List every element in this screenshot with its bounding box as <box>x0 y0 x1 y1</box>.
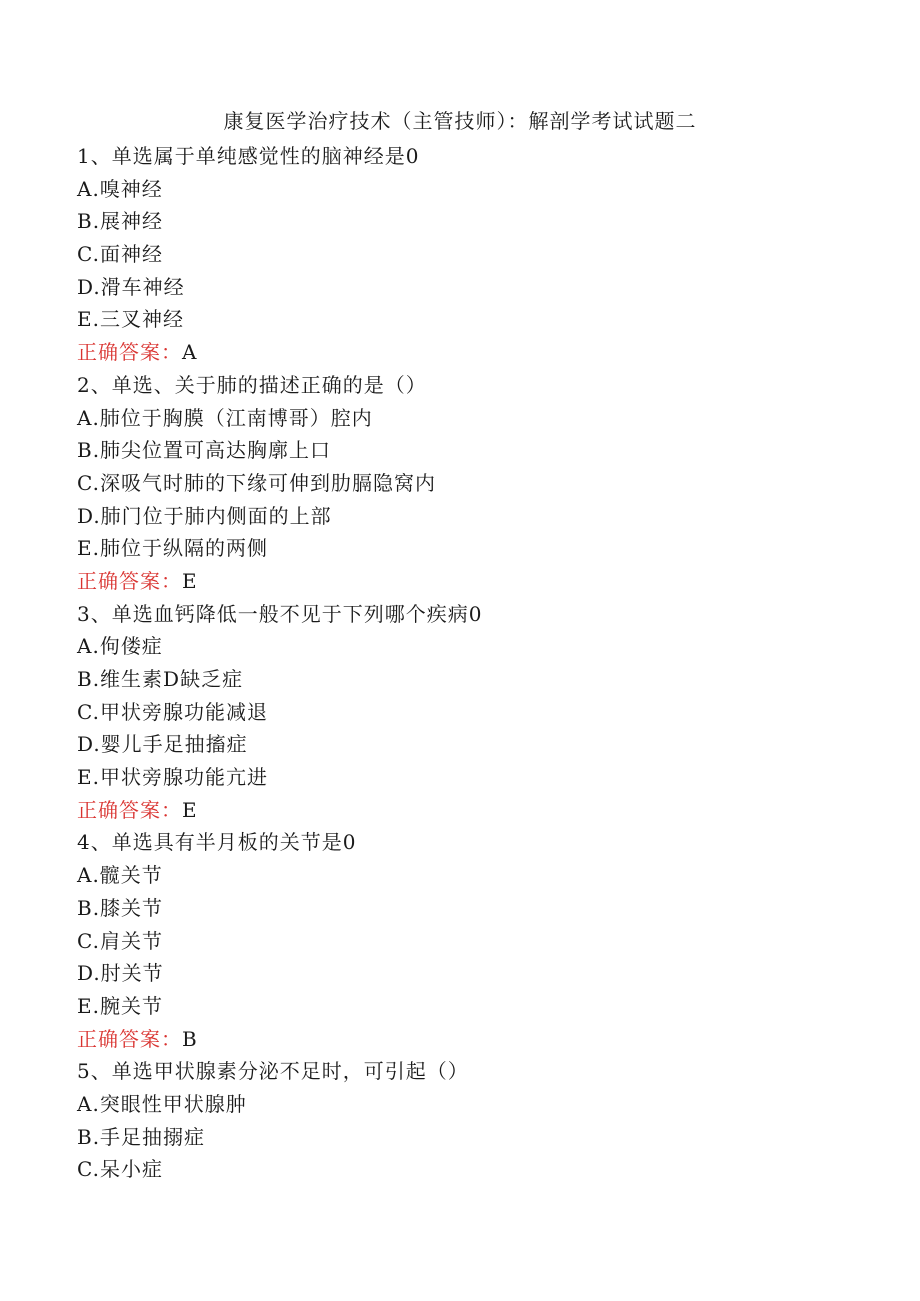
option-d: D.肘关节 <box>77 961 164 986</box>
option-c: C.深吸气时肺的下缘可伸到肋膈隐窝内 <box>77 470 436 495</box>
question-stem: 3、单选血钙降低一般不见于下列哪个疾病0 <box>77 601 483 626</box>
answer-value: A <box>182 340 198 365</box>
option-b: B.维生素D缺乏症 <box>77 667 244 691</box>
question-stem: 5、单选甲状腺素分泌不足时，可引起（） <box>77 1059 469 1084</box>
option-d: D.婴儿手足抽搐症 <box>77 732 248 757</box>
answer-line <box>77 565 877 598</box>
answer-value: B <box>182 1026 198 1051</box>
option-a: A.嗅神经 <box>77 176 163 201</box>
answer-value: E <box>182 568 198 593</box>
option-c: C.呆小症 <box>77 1157 163 1182</box>
option-c: C.肩关节 <box>77 928 163 953</box>
option-b: B.肺尖位置可高达胸廓上口 <box>77 438 332 463</box>
answer-label: 正确答案： <box>77 1026 182 1051</box>
answer-value: E <box>182 797 198 822</box>
option-b: B.手足抽搦症 <box>77 1124 206 1149</box>
option-a: A.髋关节 <box>77 863 163 888</box>
question-stem: 2、单选、关于肺的描述正确的是（） <box>77 372 427 397</box>
option-e: E.肺位于纵隔的两侧 <box>77 536 268 561</box>
option-a: A.肺位于胸膜（江南博哥）腔内 <box>77 405 373 430</box>
question-list <box>77 140 877 1186</box>
option-d: D.滑车神经 <box>77 274 185 299</box>
document-title: 康复医学治疗技术（主管技师）：解剖学考试试题二 <box>223 109 697 133</box>
option-a: A.佝偻症 <box>77 634 163 659</box>
option-c: C.甲状旁腺功能减退 <box>77 699 268 724</box>
answer-line <box>77 336 877 369</box>
option-b: B.膝关节 <box>77 895 164 920</box>
option-b: B.展神经 <box>77 209 164 234</box>
answer-label: 正确答案： <box>77 568 182 593</box>
option-c: C.面神经 <box>77 242 163 267</box>
option-a: A.突眼性甲状腺肿 <box>77 1091 247 1116</box>
question-stem: 4、单选具有半月板的关节是0 <box>77 830 357 855</box>
option-e: E.三叉神经 <box>77 307 184 332</box>
answer-label: 正确答案： <box>77 340 182 365</box>
answer-line <box>77 794 877 827</box>
answer-line <box>77 1023 877 1056</box>
option-e: E.腕关节 <box>77 993 163 1018</box>
question-stem: 1、单选属于单纯感觉性的脑神经是0 <box>77 144 420 168</box>
answer-label: 正确答案： <box>77 797 182 822</box>
option-e: E.甲状旁腺功能亢进 <box>77 765 268 790</box>
option-d: D.肺门位于肺内侧面的上部 <box>77 503 332 528</box>
